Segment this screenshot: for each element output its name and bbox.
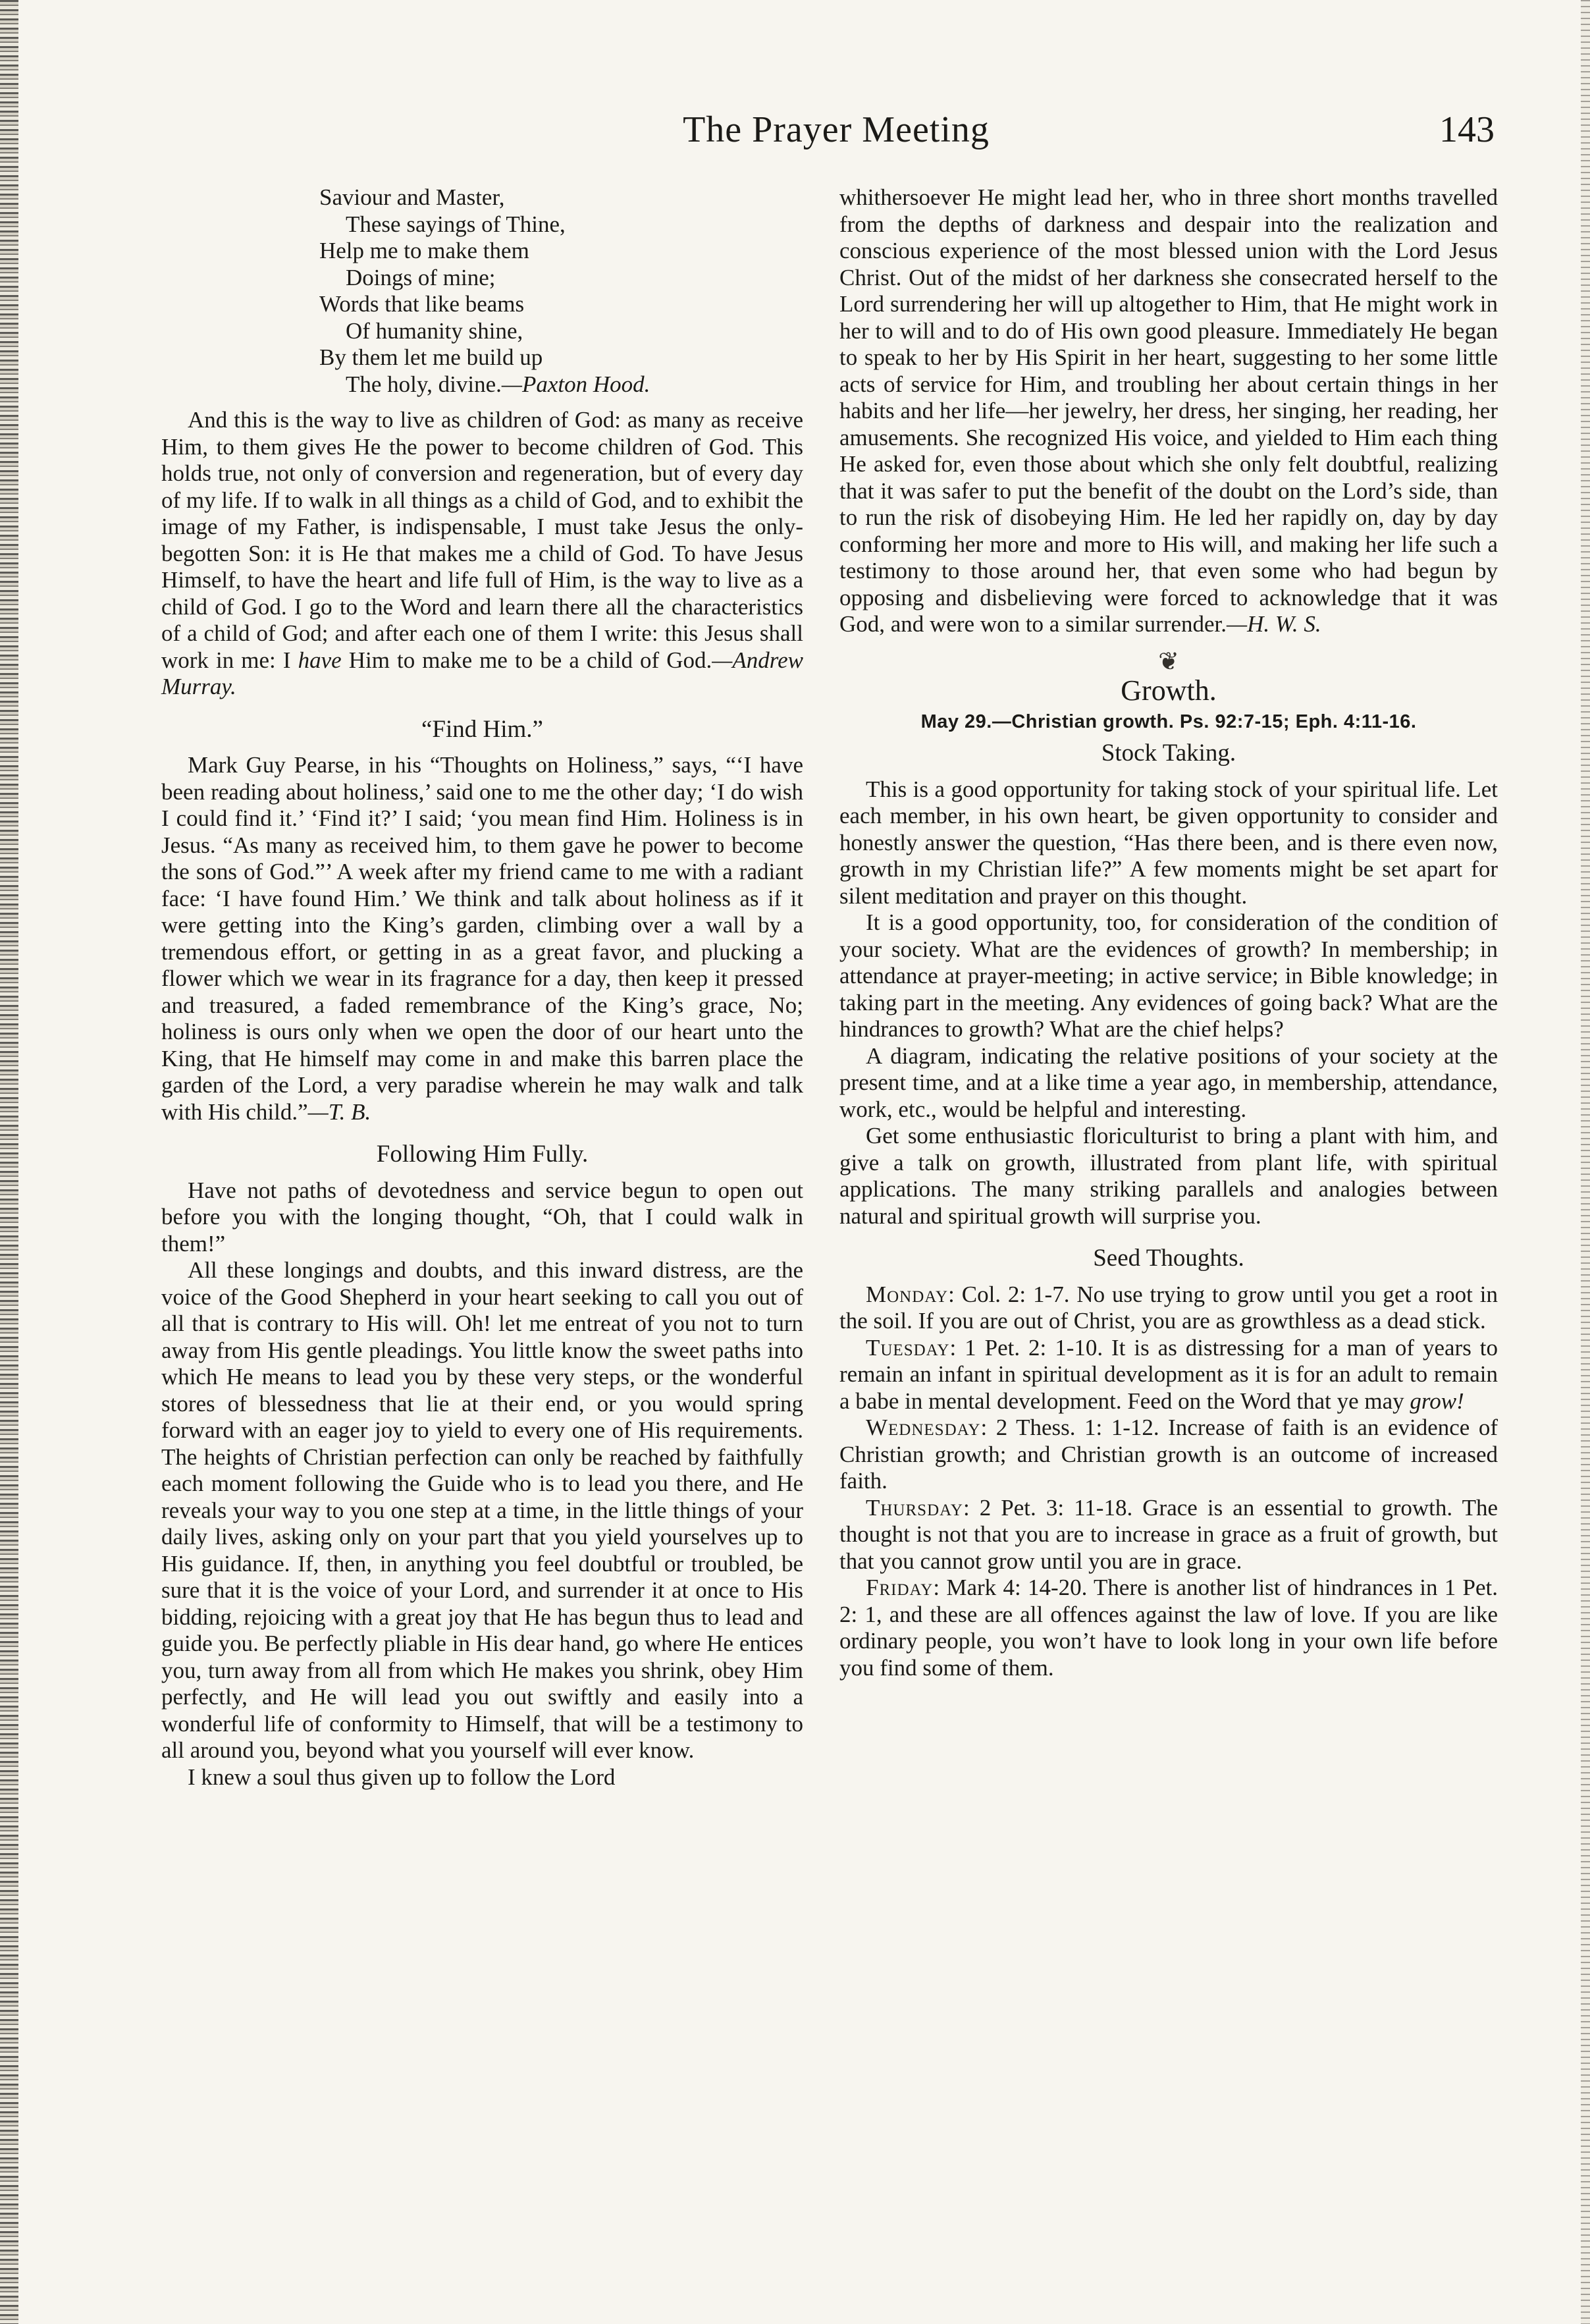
following-paragraph-2: All these longings and doubts, and this inward distress, are the voice of the Good Shepherd in your heart seeking to call you out of all that is contrary to His will. Oh! let me entreat of you not to turn away from His gentle pleadings. You little know the sweet paths into which He means to lead you by these very steps, or the wonderful stores of blessedness that lie at their end, or you would spring forward with an eager joy to yield to every one of His requirements. The heights of Christian perfection can only be reached by faithfully each moment following the Guide who is to lead you there, and He reveals your way to you one step at a time, in the little things of your daily lives, asking only on your part that you yield yourselves up to His guidance. If, then, in anything you feel doubtful or troubled, be sure that it is the voice of your Lord, and surrender it at once to His bidding, rejoicing with a great joy that He has begun thus to lead and guide you. Be perfectly pliable in His dear hand, go where He entices you, turn away from all from which He makes you shrink, obey Him perfectly, and He will lead you out swiftly and easily into a wonderful life of conformity to Himself, that will be a testimony to all around you, beyond what you yourself will ever know.: [161, 1257, 803, 1763]
stock-paragraph-2: It is a good opportunity, too, for consideration of the condition of your society. What are the evidences of growth? In membership; in attendance at prayer-meeting; in active service; in Bible knowledge; in taking part in the meeting. Any evidences of going back? What are the hindrances to growth? What are the chief helps?: [839, 909, 1498, 1042]
stock-paragraph-4: Get some enthusiastic floriculturist to bring a plant with him, and give a talk on growth, illustrated from plant life, with spiritual applications. The many striking parallels and analogies between natural and spiritual growth will surprise you.: [839, 1123, 1498, 1229]
seed-day: Monday: [866, 1281, 949, 1307]
heading-following-him-fully: Following Him Fully.: [376, 1141, 589, 1168]
scan-right-edge: [1581, 0, 1590, 2324]
murray-emphasis: have: [298, 647, 342, 673]
left-column: [161, 184, 803, 1791]
poem-line: Of humanity shine,: [346, 317, 523, 344]
seed-day: Tuesday: [866, 1334, 950, 1361]
seed-text: There is another list of hindrances in 1 Pet. 2: 1, and these are all offences against the law of love. If you are like ordinary people, you won’t have to look long in your own life before you find some of them.: [839, 1575, 1498, 1681]
topic-line: May 29.—Christian growth. Ps. 92:7-15; Eph. 4:11-16.: [920, 711, 1417, 732]
heading-find-him: “Find Him.”: [421, 715, 543, 743]
seed-day: Thursday: [866, 1494, 963, 1521]
seed-thought-friday: [839, 1575, 1498, 1681]
seed-day: Wednesday: [866, 1415, 981, 1440]
seed-ref: : 2 Thess. 1: 1-12.: [980, 1415, 1159, 1440]
murray-text-a: And this is the way to live as children of God: as many as receive Him, to them gives He the power to become children of God. This holds true, not only of conversion and regeneration, but of every day of my life. If to walk in all things as a child of God, and to exhibit the image of my Father, is indispensable, I must take Jesus the only-begotten Son: it is He that makes me a child of God. To have Jesus Himself, to have the heart and life full of Him, is the way to live as a child of God. I go to the Word and learn there all the characteristics of a child of God; and after each one of them I write: this Jesus shall work in me: I: [161, 407, 803, 673]
following-paragraph-3: I knew a soul thus given up to follow the Lord: [188, 1764, 616, 1790]
seed-emphasis: grow!: [1410, 1388, 1464, 1414]
poem-line-text: The holy, divine.: [346, 371, 502, 397]
seed-ref: : 1 Pet. 2: 1-10.: [949, 1334, 1103, 1361]
poem-line: By them let me build up: [319, 344, 543, 370]
seed-thought-monday: [839, 1282, 1498, 1335]
seed-ref: : 2 Pet. 3: 11-18.: [963, 1494, 1133, 1521]
stock-paragraph-1: This is a good opportunity for taking stock of your spiritual life. Let each member, in his own heart, be given opportunity to consider and honestly answer the question, “Has there been, and is there even now, growth in my Christian life?” A few moments might be set apart for silent meditation and prayer on this thought.: [839, 776, 1498, 909]
poem-line: [161, 371, 803, 398]
continuation-paragraph: [839, 184, 1498, 638]
heading-seed-thoughts: Seed Thoughts.: [1093, 1245, 1244, 1272]
heading-growth: Growth.: [1121, 674, 1217, 707]
seed-day: Friday: [866, 1575, 934, 1600]
seed-thought-thursday: [839, 1495, 1498, 1575]
seed-ref: : Mark 4: 14-20.: [933, 1575, 1088, 1600]
scan-binding-edge: [0, 0, 18, 2324]
running-title: The Prayer Meeting: [683, 109, 990, 150]
hood-poem: [161, 184, 803, 398]
poem-line: Help me to make them: [319, 238, 529, 263]
page-number: 143: [1439, 109, 1495, 150]
find-him-attribution: —T. B.: [307, 1098, 371, 1125]
following-paragraph-1: Have not paths of devotedness and service begun to open out before you with the longing thought, “Oh, that I could walk in them!”: [161, 1177, 803, 1257]
seed-ref: : Col. 2: 1-7.: [948, 1281, 1070, 1307]
poem-line: Doings of mine;: [346, 264, 496, 290]
ornament-fleuron: ❦: [1158, 647, 1179, 676]
murray-text-b: Him to make me to be a child of God.: [341, 647, 712, 673]
find-him-paragraph: [161, 752, 803, 1125]
seed-text: Increase of faith is an evidence of Christian growth; and Christian growth is an outcome of increased faith.: [839, 1415, 1498, 1494]
murray-paragraph: [161, 407, 803, 701]
continuation-text: whithersoever He might lead her, who in three short months travelled from the depths of darkness and despair into the realization and conscious experience of the most blessed union with the Lord Jesus Christ. Out of the midst of her darkness she consecrated herself to the Lord surrendering her will up altogether to Him, that He might work in her to will and to do of His own good pleasure. Immediately He began to speak to her by His Spirit in her heart, suggesting to her some little acts of service for Him, and troubling her about certain things in her habits and her life—her jewelry, her dress, her singing, her reading, her amusements. She recognized His voice, and yielded to Him each thing He asked for, even those about which she only felt doubtful, realizing that it was safer to put the benefit of the doubt on the Lord’s side, than to run the risk of disobeying Him. He led her rapidly on, day by day conforming her more and more to His will, and making her life such a testimony to those around her, that even some who had begun by opposing and disbelieving were forced to acknowledge that it was God, and were won to a similar surrender.: [839, 184, 1498, 637]
poem-line: Words that like beams: [319, 291, 525, 317]
poem-attribution: —Paxton Hood.: [501, 371, 650, 397]
seed-thought-tuesday: [839, 1335, 1498, 1415]
poem-line: Saviour and Master,: [319, 184, 505, 210]
murray-attribution: —Andrew Murray.: [161, 647, 803, 699]
seed-text: It is as distressing for a man of years to remain an infant in spiritual development as it is for an adult to remain a babe in mental development. Feed on the Word that ye may: [839, 1334, 1498, 1414]
right-column: [839, 184, 1498, 1681]
seed-text: No use trying to grow until you get a root in the soil. If you are out of Christ, you are as growthless as a dead stick.: [839, 1281, 1498, 1334]
heading-stock-taking: Stock Taking.: [1101, 740, 1236, 767]
seed-text: Grace is an essential to growth. The thought is not that you are to increase in grace as a fruit of growth, but that you cannot grow until you are in grace.: [839, 1494, 1498, 1574]
poem-line: These sayings of Thine,: [346, 211, 566, 237]
find-him-text: Mark Guy Pearse, in his “Thoughts on Holiness,” says, “‘I have been reading about holiness,’ said one to me the other day; ‘I do wish I could find it.’ ‘Find it?’ I said; ‘you mean find Him. Holiness is in Jesus. “As many as received him, to them gave he power to become the sons of God.”’ A week after my friend came to me with a radiant face: ‘I have found Him.’ We think and talk about holiness as if it were getting into the King’s garden, climbing over a wall by a tremendous effort, or getting in as a great favor, and plucking a flower which we wear in its fragrance for a day, then keep it pressed and treasured, a faded remembrance of the King’s grace, No; holiness is ours only when we open the door of our heart unto the King, that He himself may come in and make this barren place the garden of the Lord, a very paradise wherein he may walk and talk with His child.”: [161, 752, 803, 1125]
seed-thought-wednesday: [839, 1415, 1498, 1495]
stock-paragraph-3: A diagram, indicating the relative positions of your society at the present time, and at a like time a year ago, in membership, attendance, work, etc., would be helpful and interesting.: [839, 1042, 1498, 1122]
continuation-attribution: —H. W. S.: [1227, 611, 1321, 637]
